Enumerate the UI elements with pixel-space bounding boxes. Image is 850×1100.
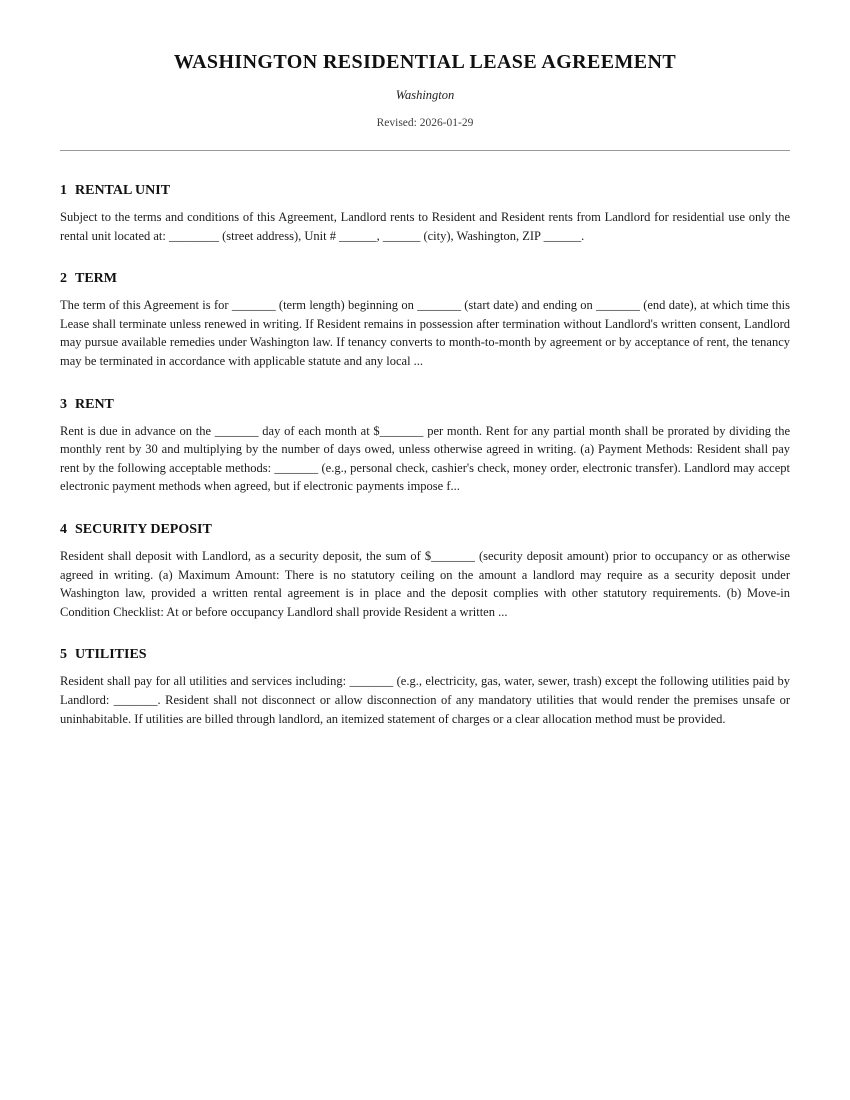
section-rent	[60, 396, 790, 496]
section-utilities	[60, 646, 790, 728]
section-title: RENT	[75, 396, 114, 412]
section-heading	[60, 182, 790, 200]
header-divider	[60, 150, 790, 151]
section-body: The term of this Agreement is for _______ (term length) beginning on _______ (start date) and ending on _______ (end date), at which time this Lease shall terminate unless renewed in writing. If Resident remains in possession after termination without Landlord's written consent, Landlord may pursue available remedies under Washington law. If tenancy converts to month-to-month by agreement or by acceptance of rent, the tenancy may be terminated in accordance with applicable statute and any local ...	[60, 298, 790, 368]
section-term	[60, 270, 790, 370]
section-number: 5	[60, 647, 67, 663]
section-title: UTILITIES	[75, 647, 147, 663]
section-title: SECURITY DEPOSIT	[75, 521, 212, 537]
section-body: Resident shall deposit with Landlord, as a security deposit, the sum of $_______ (security deposit amount) prior to occupancy or as otherwise agreed in writing. (a) Maximum Amount: There is no statutory ceiling on the amount a landlord may require as a security deposit under Washington law, provided a written rental agreement is in place and the deposit complies with other statutory requirements. (b) Move-in Condition Checklist: At or before occupancy Landlord shall provide Resident a written ...	[60, 548, 790, 619]
section-number: 4	[60, 521, 67, 537]
document-revised-date: Revised: 2026-01-29	[376, 117, 474, 129]
section-heading	[60, 521, 790, 539]
document-title: WASHINGTON RESIDENTIAL LEASE AGREEMENT	[173, 51, 677, 73]
section-body: Rent is due in advance on the _______ day of each month at $_______ per month. Rent for any partial month shall be prorated by dividing the monthly rent by 30 and multiplying by the number of days owed, unless otherwise agreed in writing. (a) Payment Methods: Resident shall pay rent by the following acceptable methods: _______ (e.g., personal check, cashier's check, money order, electronic transfer). Landlord may accept electronic payment methods when agreed, but if electronic payments impose f...	[60, 423, 790, 494]
section-number: 1	[60, 183, 67, 198]
section-body: Subject to the terms and conditions of this Agreement, Landlord rents to Resident and Resident rents from Landlord for residential use only the rental unit located at: ________ (street address), Unit # ______, ______ (city), Washington, ZIP ______.	[60, 210, 790, 243]
section-rental-unit	[60, 182, 790, 245]
section-body: Resident shall pay for all utilities and services including: _______ (e.g., electricity, gas, water, sewer, trash) except the following utilities paid by Landlord: _______. Resident shall not disconnect or allow disconnection of any mandatory utilities that would render the premises unsafe or uninhabitable. If utilities are billed through landlord, an itemized statement of charges or a clear allocation method must be provided.	[60, 674, 790, 726]
section-title: TERM	[75, 271, 117, 287]
section-number: 3	[60, 396, 67, 412]
section-title: RENTAL UNIT	[75, 183, 171, 198]
section-heading	[60, 396, 790, 414]
section-heading	[60, 270, 790, 288]
section-heading	[60, 646, 790, 664]
section-number: 2	[60, 271, 67, 287]
section-security-deposit	[60, 521, 790, 621]
document-state-subtitle: Washington	[395, 88, 455, 102]
